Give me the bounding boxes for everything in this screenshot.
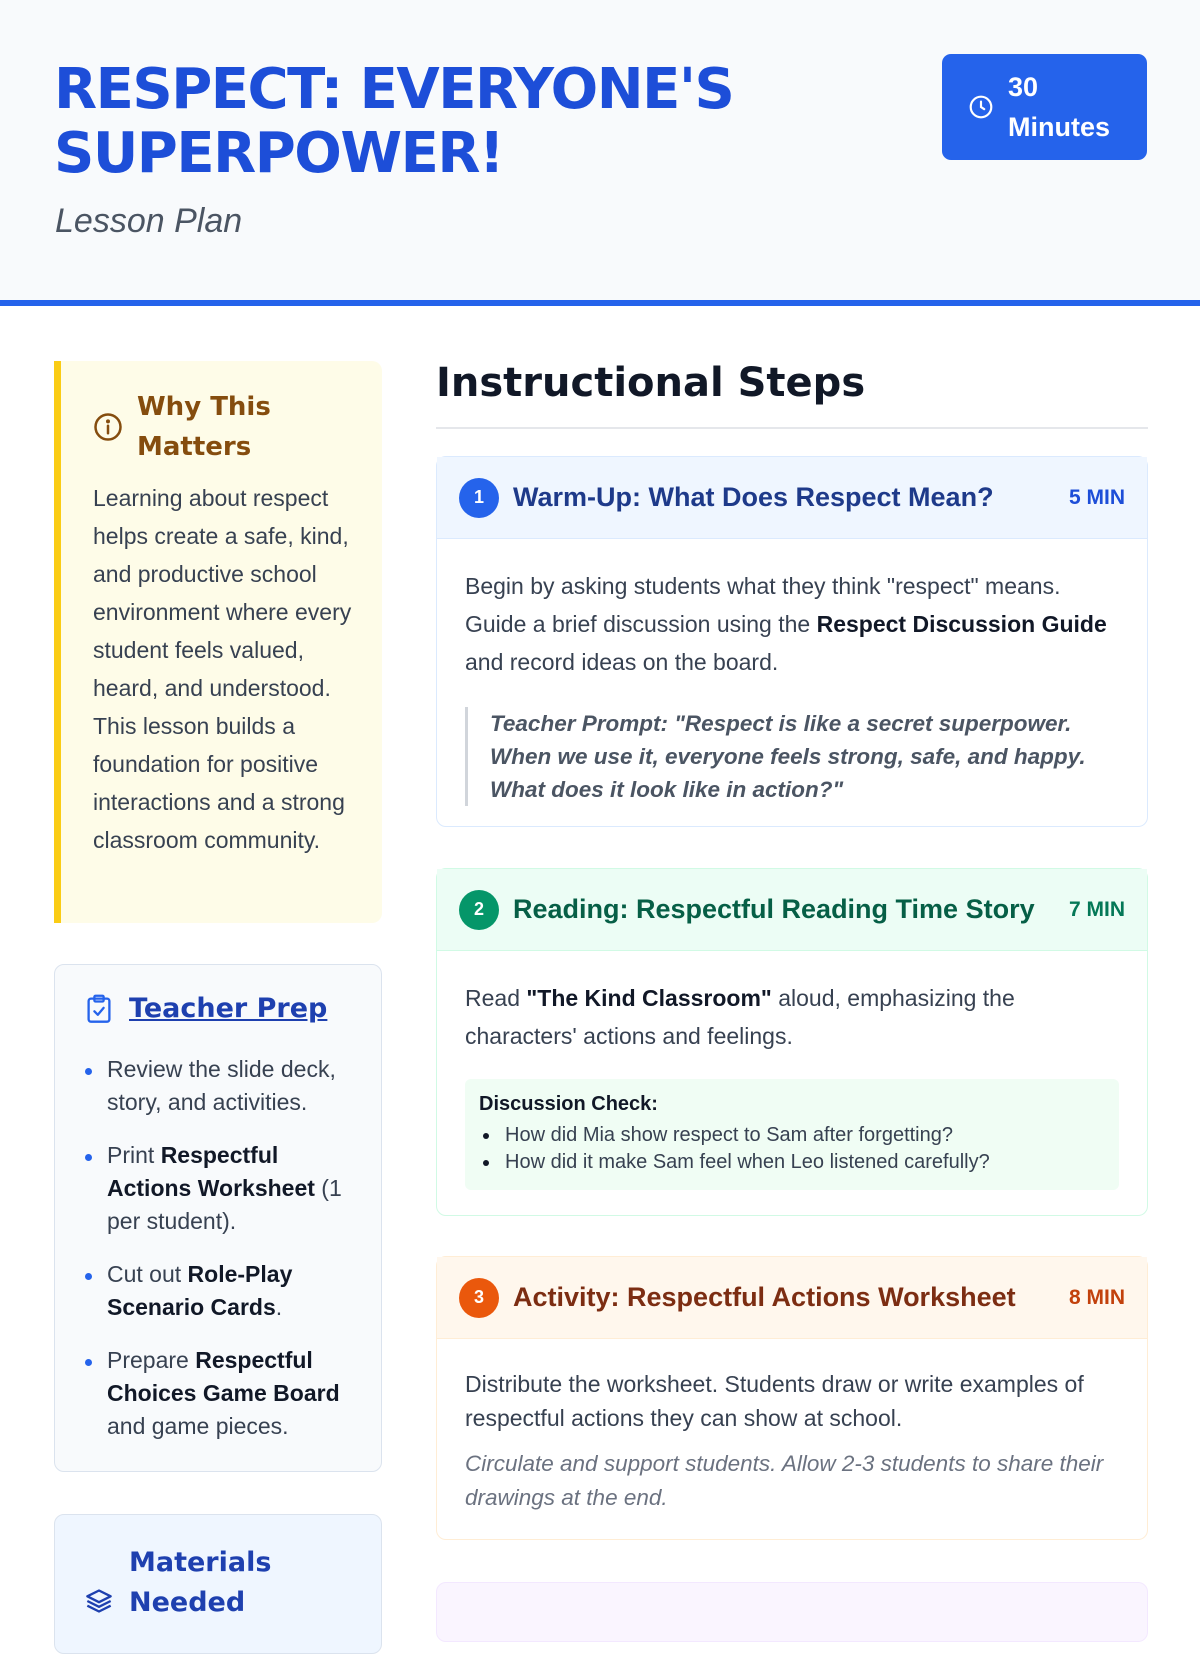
lesson-header — [0, 0, 1200, 306]
step-duration: 7 MIN — [1068, 897, 1125, 921]
list-item: Print Respectful Actions Worksheet (1 per student). — [83, 1139, 365, 1238]
duration-text: 30 Minutes — [1008, 72, 1111, 142]
step-card-4 — [436, 1582, 1148, 1642]
step-number-badge: 1 — [459, 478, 499, 518]
why-header — [93, 387, 307, 467]
step-card-3 — [436, 1256, 1148, 1540]
prep-list — [83, 1053, 365, 1463]
lesson-subtitle: Lesson Plan — [55, 202, 243, 240]
teacher-prep-link[interactable]: Teacher Prep — [129, 993, 328, 1024]
clipboard-check-icon — [85, 994, 113, 1024]
discussion-check-title: Discussion Check: — [479, 1093, 658, 1115]
why-this-matters-card — [54, 361, 382, 923]
step-card-1 — [436, 456, 1148, 827]
duration-badge — [942, 54, 1147, 160]
lesson-title: RESPECT: EVERYONE'S SUPERPOWER! — [54, 57, 734, 186]
step-description: Read "The Kind Classroom" aloud, emphasizing the characters' actions and feelings. — [465, 985, 1015, 1049]
list-item: Cut out Role-Play Scenario Cards. — [83, 1258, 365, 1324]
step-header — [437, 1257, 1147, 1339]
discussion-check — [465, 1079, 1119, 1190]
step-header — [437, 869, 1147, 951]
materials-card — [54, 1514, 382, 1654]
step-title: Activity: Respectful Actions Worksheet — [513, 1282, 1016, 1312]
clock-icon — [968, 94, 994, 120]
step-card-2 — [436, 868, 1148, 1216]
step-header — [437, 457, 1147, 539]
steps-heading: Instructional Steps — [436, 360, 866, 406]
materials-title: Materials Needed — [129, 1547, 272, 1618]
materials-header — [85, 1543, 299, 1623]
step-number-badge: 3 — [459, 1278, 499, 1318]
divider — [436, 427, 1148, 429]
step-title: Reading: Respectful Reading Time Story — [513, 894, 1035, 924]
prep-header — [85, 993, 327, 1024]
why-body: Learning about respect helps create a safe, kind, and productive school environment where every student feels valued, heard, and understood. This lesson builds a foundation for positive interactions and a strong classroom community. — [93, 485, 352, 853]
layers-icon — [85, 1586, 113, 1616]
list-item: Review the slide deck, story, and activities. — [83, 1053, 365, 1119]
step-description: Distribute the worksheet. Students draw or write examples of respectful actions they can show at school. — [465, 1371, 1084, 1431]
teacher-prep-card — [54, 964, 382, 1472]
step-title: Warm-Up: What Does Respect Mean? — [513, 482, 994, 512]
step-number-badge: 2 — [459, 890, 499, 930]
step-duration: 5 MIN — [1068, 485, 1125, 509]
list-item: How did it make Sam feel when Leo listened carefully? — [479, 1149, 1105, 1176]
info-icon — [93, 412, 123, 442]
step-note: Circulate and support students. Allow 2-3 students to share their drawings at the end. — [465, 1451, 1104, 1510]
teacher-prompt: Teacher Prompt: "Respect is like a secret superpower. When we use it, everyone feels strong, safe, and happy. What does it look like in action?" — [465, 707, 1119, 806]
list-item: Prepare Respectful Choices Game Board and game pieces. — [83, 1344, 365, 1443]
why-title: Why This Matters — [137, 392, 271, 462]
step-description: Begin by asking students what they think "respect" means. Guide a brief discussion using the Respect Discussion Guide and record ideas on the board. — [465, 573, 1107, 675]
step-duration: 8 MIN — [1068, 1285, 1125, 1309]
list-item: How did Mia show respect to Sam after forgetting? — [479, 1122, 1105, 1149]
